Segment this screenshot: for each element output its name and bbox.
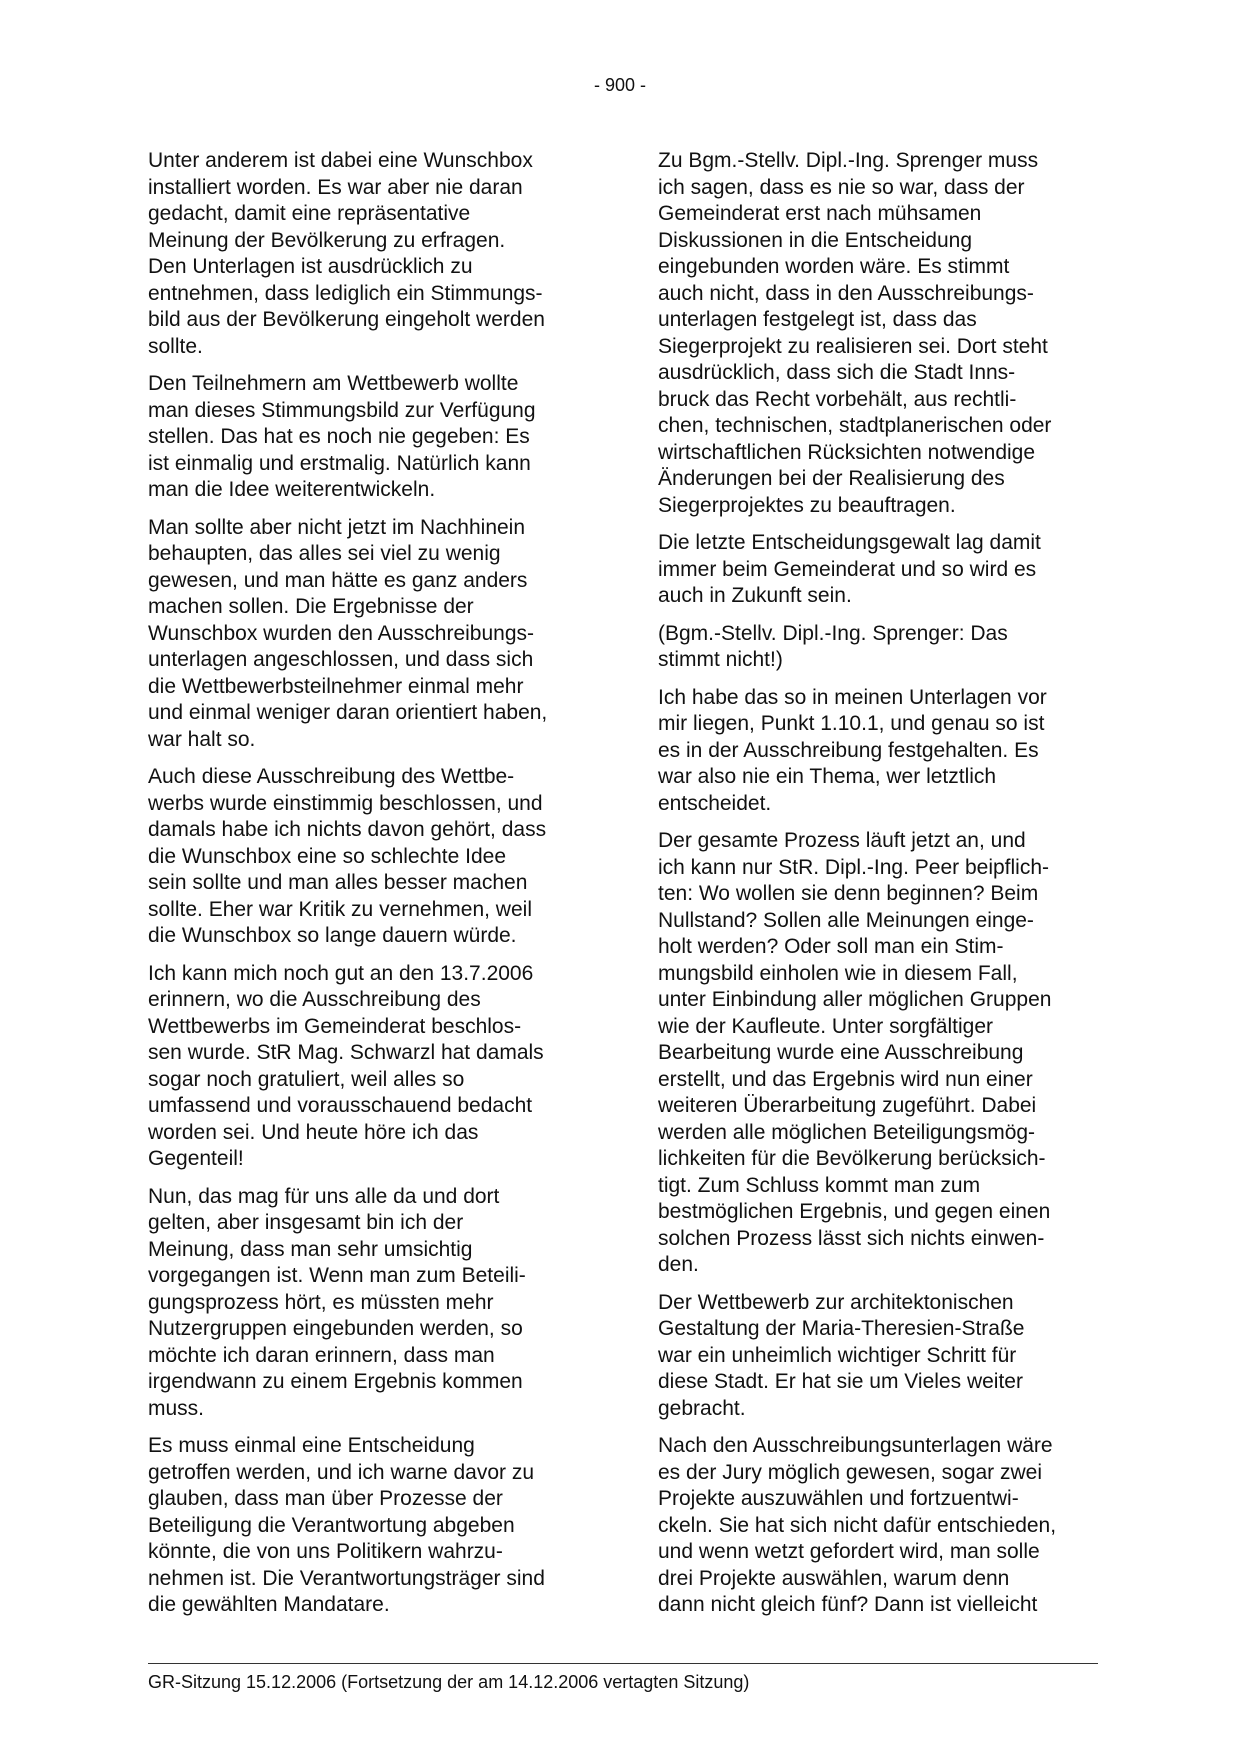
paragraph: (Bgm.-Stellv. Dipl.-Ing. Sprenger: Das stimmt nicht!) (658, 621, 1008, 671)
page-number: - 900 - (593, 75, 647, 95)
paragraph: Zu Bgm.-Stellv. Dipl.-Ing. Sprenger muss ich sagen, dass es nie so war, dass der Gemeinderat erst nach mühsamen Diskussionen in die Entscheidung eingebunden worden wäre. Es stimmt auch nicht, dass in den Ausschreibungs- unterlagen festgelegt ist, dass das Siegerprojekt zu realisieren sei. Dort steht ausdrücklich, dass sich die Stadt Inns- bruck das Recht vorbehält, aus rechtli- chen, technischen, stadtplanerischen oder wirtschaftlichen Rücksichten notwendige Änderungen bei der Realisierung des Siegerprojektes zu beauftragen. (658, 149, 1052, 517)
paragraph: Den Teilnehmern am Wettbewerb wollte man dieses Stimmungsbild zur Verfügung stellen. Das hat es noch nie gegeben: Es ist einmalig und erstmalig. Natürlich kann man die Idee weiterentwickeln. (148, 372, 536, 501)
paragraph: Der Wettbewerb zur architektonischen Gestaltung der Maria-Theresien-Straße war ein unheimlich wichtiger Schritt für diese Stadt. Er hat sie um Vieles weiter gebracht. (658, 1290, 1025, 1420)
footer-divider (148, 1663, 1098, 1664)
paragraph: Der gesamte Prozess läuft jetzt an, und ich kann nur StR. Dipl.-Ing. Peer beipflich- ten: Wo wollen sie denn beginnen? Beim Nullstand? Sollen alle Meinungen einge- holt werden? Oder soll man ein Stim- mungsbild einholen wie in diesem Fall, unter Einbindung aller möglichen Gruppen wie der Kaufleute. Unter sorgfältiger Bearbeitung wurde eine Ausschreibung erstellt, und das Ergebnis wird nun einer weiteren Überarbeitung zugeführt. Dabei werden alle möglichen Beteiligungsmög- lichkeiten für die Bevölkerung berücksich- tigt. Zum Schluss kommt man zum bestmöglichen Ergebnis, und gegen einen solchen Prozess lässt sich nichts einwen- den. (658, 829, 1052, 1276)
paragraph: Die letzte Entscheidungsgewalt lag damit immer beim Gemeinderat und so wird es auch in Zukunft sein. (658, 531, 1041, 607)
paragraph: Es muss einmal eine Entscheidung getroffen werden, und ich warne davor zu glauben, dass man über Prozesse der Beteiligung die Verantwortung abgeben könnte, die von uns Politikern wahrzu- nehmen ist. Die Verantwortungsträger sind die gewählten Mandatare. (148, 1434, 545, 1616)
right-column (658, 148, 1098, 1630)
paragraph: Nun, das mag für uns alle da und dort gelten, aber insgesamt bin ich der Meinung, dass man sehr umsichtig vorgegangen ist. Wenn man zum Beteili- gungsprozess hört, es müssten mehr Nutzergruppen eingebunden werden, so möchte ich daran erinnern, dass man irgendwann zu einem Ergebnis kommen muss. (148, 1184, 526, 1420)
paragraph: Ich habe das so in meinen Unterlagen vor mir liegen, Punkt 1.10.1, und genau so ist es in der Ausschreibung festgehalten. Es war also nie ein Thema, wer letztlich entscheidet. (658, 685, 1047, 815)
left-column (148, 148, 588, 1630)
paragraph: Nach den Ausschreibungsunterlagen wäre es der Jury möglich gewesen, sogar zwei Projekte auszuwählen und fortzuentwi- ckeln. Sie hat sich nicht dafür entschieden, und wenn wetzt gefordert wird, man solle drei Projekte auswählen, warum denn dann nicht gleich fünf? Dann ist vielleicht (658, 1434, 1057, 1616)
paragraph: Unter anderem ist dabei eine Wunschbox installiert worden. Es war aber nie daran gedacht, damit eine repräsentative Meinung der Bevölkerung zu erfragen. Den Unterlagen ist ausdrücklich zu entnehmen, dass lediglich ein Stimmungs- bild aus der Bevölkerung eingeholt werden sollte. (148, 149, 545, 358)
footer-text: GR-Sitzung 15.12.2006 (Fortsetzung der am 14.12.2006 vertagten Sitzung) (148, 1672, 750, 1692)
paragraph: Man sollte aber nicht jetzt im Nachhinein behaupten, das alles sei viel zu wenig gewesen, und man hätte es ganz anders machen sollen. Die Ergebnisse der Wunschbox wurden den Ausschreibungs- unterlagen angeschlossen, und dass sich die Wettbewerbsteilnehmer einmal mehr und einmal weniger daran orientiert haben, war halt so. (148, 515, 548, 751)
paragraph: Ich kann mich noch gut an den 13.7.2006 erinnern, wo die Ausschreibung des Wettbewerbs im Gemeinderat beschlos- sen wurde. StR Mag. Schwarzl hat damals sogar noch gratuliert, weil alles so umfassend und vorausschauend bedacht worden sei. Und heute höre ich das Gegenteil! (148, 961, 544, 1170)
paragraph: Auch diese Ausschreibung des Wettbe- werbs wurde einstimmig beschlossen, und damals habe ich nichts davon gehört, dass die Wunschbox eine so schlechte Idee sein sollte und man alles besser machen sollte. Eher war Kritik zu vernehmen, weil die Wunschbox so lange dauern würde. (148, 765, 547, 947)
